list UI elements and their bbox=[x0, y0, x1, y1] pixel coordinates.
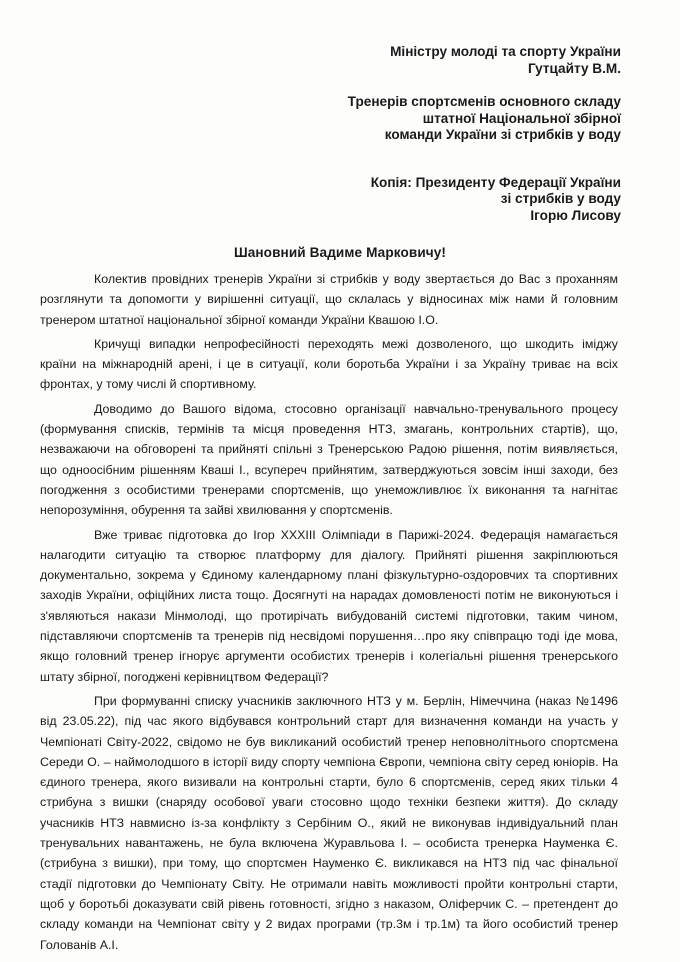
sender-line-2: штатної Національної збірної bbox=[422, 110, 621, 126]
copy-line-1: Копія: Президенту Федерації України bbox=[370, 174, 621, 190]
sender-line-3: команди України зі стрибків у воду bbox=[384, 127, 621, 142]
sender-line-1: Тренерів спортсменів основного складу bbox=[347, 94, 621, 109]
salutation: Шановний Вадиме Марковичу! bbox=[233, 245, 447, 260]
paragraph: При формуванні списку учасників заключного НТЗ у м. Берлін, Німеччина (наказ №1496 від 23.05.22), під час якого відбувався контрольний старт для визначення команди на участь у Чемпіонаті Світу-2022, свідомо не був викликаний особистий тренер неповнолітнього спортсмена Середи О. – наймолодшого в історії виду спорту чемпіона Європи, чемпіона світу серед юніорів. На єдиного тренера, якого визивали на контрольні старти, було 6 спортсменів, серед яких тільки 4 стрибуна з вишки (снаряду особової уваги стосовно щодо техніки безпеки життя). До складу учасників НТЗ навмисно із-за конфлікту з Сербіним О., який не виконував індивідуальний план тренувальних навантажень, не була включена Журавльова І. – особиста тренерка Науменка Є. (стрибуна з вишки), при тому, що спортсмен Науменко Є. викликався на НТЗ під час фінальної стадії підготовки до Чемпіонату Світу. Не отримали навіть можливості пройти контрольні старти, щоб у боротьбі доказувати свій рівень готовності, згідно з наказом, Оліферчик С. – претендент до складу команди на Чемпіонат світу у 2 видах програми (тр.3м і тр.1м) та його особистий тренер Голованів А.І. bbox=[40, 693, 618, 952]
sender-block bbox=[40, 94, 640, 144]
paragraph: Колектив провідних тренерів України зі стрибків у воду звертається до Вас з проханням розглянути та допомогти у вирішенні ситуації, що склалась у відносинах між нами й головним тренером штатної національної збірної команди України Квашою І.О. bbox=[40, 272, 618, 327]
copy-line-2: зі стрибків у воду bbox=[500, 191, 621, 206]
paragraph: Вже триває підготовка до Ігор XXXIII Олімпіади в Парижі-2024. Федерація намагається налагодити ситуацію та створює платформу для діалогу. Прийняті рішення закріплюються документально, зокрема у Єдиному календарному плані фізкультурно-оздоровчих та спортивних заходів України, офіційних листа тощо. Досягнуті на нарадах домовленості потім не виконуються і з'являються накази Мінмолоді, що протирічать вибудованій системі підготовки, таким чином, підставляючи спортсменів та тренерів під несвідомі порушення…про яку співпрацю тоді іде мова, якщо головний тренер ігнорує аргументи особистих тренерів і колегіальні рішення тренерського штату збірної, погоджені керівництвом Федерації? bbox=[40, 527, 618, 684]
copy-block bbox=[40, 175, 640, 225]
copy-line-3: Ігорю Лисову bbox=[530, 207, 621, 223]
recipient-line-1: Міністру молоді та спорту України bbox=[390, 44, 621, 59]
recipient-block bbox=[40, 44, 640, 77]
paragraph: Кричущі випадки непрофесійності переходять межі дозволеного, що шкодить іміджу країни на міжнародній арені, і це в ситуації, коли боротьба України і за Україну триває на всіх фронтах, у тому числі й спортивному. bbox=[40, 336, 618, 392]
paragraph: Доводимо до Вашого відома, стосовно організації навчально-тренувального процесу (формування списків, термінів та місця проведення НТЗ, змагань, контрольних стартів), що, незважаючи на обговорені та прийняті спільні з Тренерською Радою рішення, потім виявляється, що одноосібним рішенням Кваші І., всупереч прийнятим, затверджуються зовсім інші заходи, без погодження з особистими тренерами спортсменів, що унеможливлює їх виконання та нагнітає непорозуміння, обурення та зайві хвилювання у спортсменів. bbox=[40, 401, 618, 518]
recipient-line-2: Гутцайту В.М. bbox=[527, 60, 621, 76]
letter-body bbox=[40, 269, 640, 955]
